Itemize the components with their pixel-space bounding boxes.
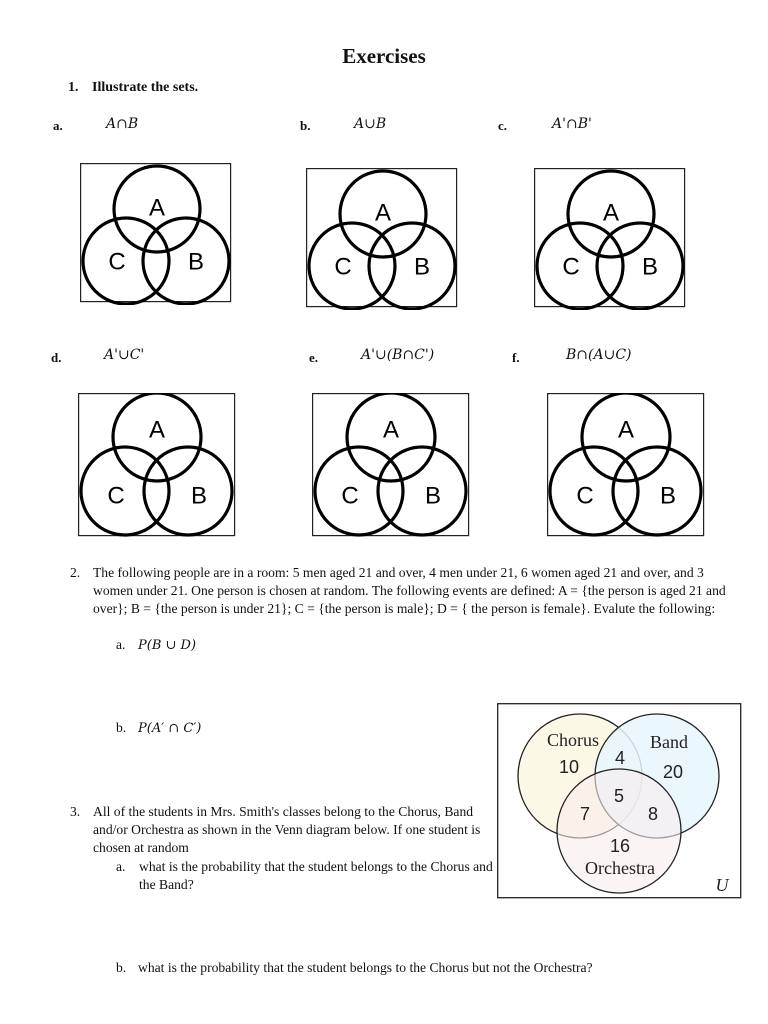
sub-label: a. (116, 859, 126, 874)
part-label-e: e. (309, 350, 319, 365)
question-text: Illustrate the sets. (92, 80, 199, 95)
question-number: 2. (70, 565, 81, 580)
question-2 (70, 564, 730, 618)
band-label: Band (650, 732, 688, 752)
question-2b (116, 720, 201, 736)
venn-diagram-b (306, 168, 460, 310)
part-expr-d: A'∪C' (104, 347, 145, 363)
part-expr-c: A'∩B' (552, 116, 592, 132)
part-expr-b: A∪B (354, 116, 387, 132)
venn-diagram-a (80, 163, 234, 305)
venn-label-c: C (108, 248, 126, 276)
venn-diagram-d (78, 393, 238, 539)
question-3b (116, 960, 593, 976)
page-title: Exercises (342, 44, 426, 68)
venn-label-b: B (641, 253, 659, 281)
venn-diagram-c (534, 168, 688, 310)
venn-circle-b (143, 218, 229, 304)
venn-label-a: A (602, 199, 620, 227)
venn-frame (79, 394, 235, 536)
question-2a (116, 637, 196, 653)
orchestra-label: Orchestra (585, 858, 655, 878)
venn-diagram-e (312, 393, 472, 539)
region-band-orchestra: 8 (647, 804, 659, 824)
sub-text: what is the probability that the student belongs to the Chorus and the Band? (139, 859, 493, 892)
sub-text: what is the probability that the student belongs to the Chorus but not the Orchestra? (138, 960, 593, 975)
venn-circle-b (369, 223, 455, 309)
question-1 (68, 80, 198, 96)
venn-label-a: A (382, 416, 400, 444)
venn-label-c: C (107, 482, 125, 510)
venn-diagram-f (547, 393, 707, 539)
venn-label-b: B (190, 482, 208, 510)
venn-label-c: C (576, 482, 594, 510)
venn-label-b: B (187, 248, 205, 276)
venn-label-a: A (148, 416, 166, 444)
math-expression: P(A′ ∩ C′) (138, 721, 202, 736)
region-band-only: 20 (662, 762, 684, 782)
venn-frame (313, 394, 469, 536)
question-number: 1. (68, 80, 79, 95)
region-chorus-orchestra: 7 (579, 804, 591, 824)
music-venn-diagram (497, 703, 743, 901)
question-3 (70, 803, 490, 857)
part-label-d: d. (51, 350, 62, 365)
sub-label: a. (116, 637, 126, 652)
part-label-a: a. (53, 118, 63, 133)
question-number: 3. (70, 804, 81, 819)
question-3a (116, 858, 496, 894)
sub-label: b. (116, 720, 127, 735)
region-orchestra-only: 16 (609, 836, 631, 856)
venn-circle-b (378, 447, 466, 535)
venn-label-c: C (341, 482, 359, 510)
region-all-three: 5 (613, 786, 625, 806)
part-label-b: b. (300, 118, 311, 133)
venn-circle-b (144, 447, 232, 535)
sub-label: b. (116, 960, 127, 975)
venn-frame (548, 394, 704, 536)
venn-label-a: A (374, 199, 392, 227)
venn-label-c: C (562, 253, 580, 281)
venn-label-b: B (424, 482, 442, 510)
question-text: All of the students in Mrs. Smith's classes belong to the Chorus, Band and/or Orchestra as shown in the Venn diagram below. If one student is chosen at random (93, 804, 481, 855)
question-text: The following people are in a room: 5 men aged 21 and over, 4 men under 21, 6 women aged 21 and over, and 3 women under 21. One person is chosen at random. The following events are defined: A = {the person is aged 21 and over}; B = {the person is under 21}; C = {the person is male}; D = { the person is female}. Evalute the following: (93, 565, 726, 616)
venn-label-b: B (413, 253, 431, 281)
venn-circle-b (613, 447, 701, 535)
part-expr-a: A∩B (106, 116, 139, 132)
universe-label: U (715, 875, 729, 895)
part-expr-e: A'∪(B∩C') (361, 347, 435, 363)
math-expression: P(B ∪ D) (138, 638, 197, 653)
venn-label-a: A (148, 194, 166, 222)
part-label-f: f. (512, 350, 520, 365)
venn-label-a: A (617, 416, 635, 444)
chorus-label: Chorus (546, 730, 600, 750)
venn-circle-b (597, 223, 683, 309)
venn-label-c: C (334, 253, 352, 281)
part-label-c: c. (498, 118, 508, 133)
region-chorus-band: 4 (614, 748, 626, 768)
part-expr-f: B∩(A∪C) (566, 347, 632, 363)
venn-label-b: B (659, 482, 677, 510)
region-chorus-only: 10 (558, 757, 580, 777)
